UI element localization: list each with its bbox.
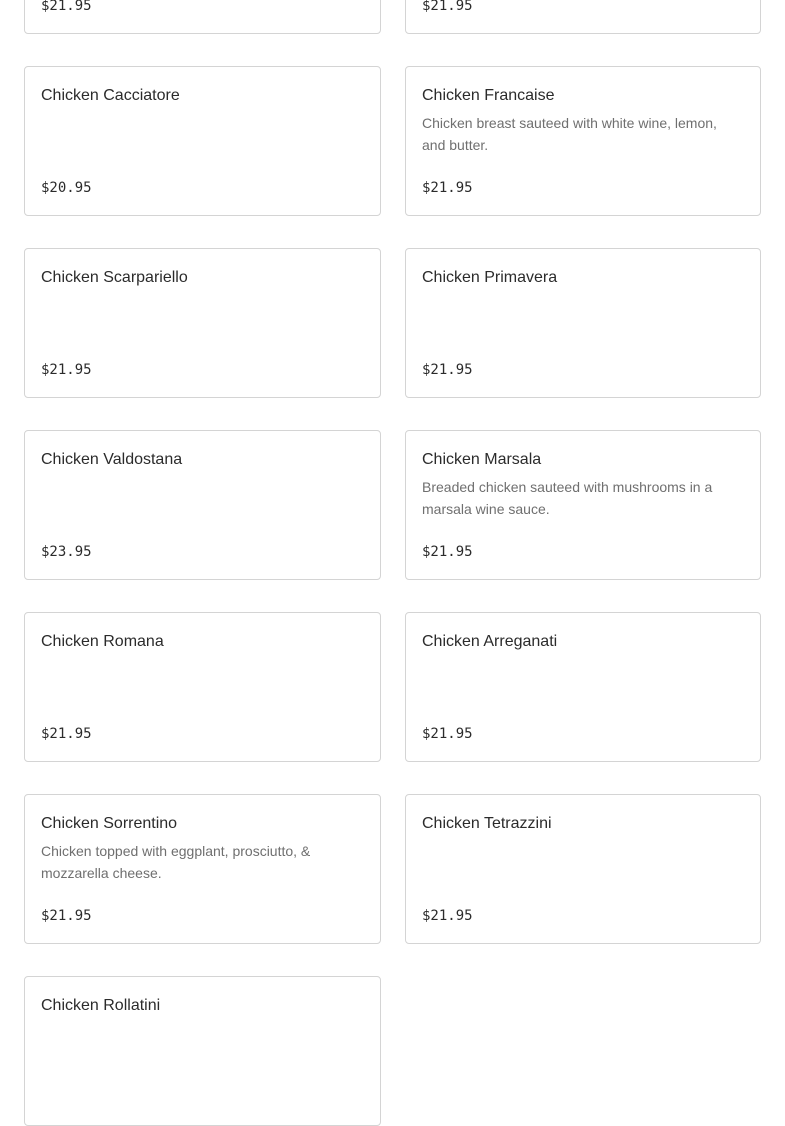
menu-item-price: $21.95 (422, 0, 473, 14)
menu-item-price: $21.95 (422, 726, 473, 742)
menu-item-price: $21.95 (41, 908, 92, 924)
menu-item-name: Chicken Francaise (422, 87, 555, 104)
menu-item-name: Chicken Romana (41, 633, 164, 650)
menu-item-card[interactable] (24, 430, 381, 580)
menu-item-price: $23.95 (41, 544, 92, 560)
menu-item-card[interactable] (24, 0, 381, 34)
menu-item-card[interactable] (405, 66, 761, 216)
menu-item-card[interactable] (405, 0, 761, 34)
menu-item-description: Breaded chicken sauteed with mushrooms in a marsala wine sauce. (422, 479, 713, 517)
menu-item-price: $21.95 (422, 908, 473, 924)
menu-item-name: Chicken Scarpariello (41, 269, 188, 286)
menu-item-card[interactable] (24, 794, 381, 944)
menu-item-name: Chicken Tetrazzini (422, 815, 552, 832)
menu-item-name: Chicken Cacciatore (41, 87, 180, 104)
menu-item-card[interactable] (24, 66, 381, 216)
menu-item-card[interactable] (405, 430, 761, 580)
menu-item-name: Chicken Marsala (422, 451, 542, 468)
menu-item-name: Chicken Arreganati (422, 633, 558, 650)
menu-item-price: $21.95 (41, 0, 92, 14)
menu-item-description: Chicken breast sauteed with white wine, lemon, and butter. (422, 115, 717, 153)
menu-item-name: Chicken Valdostana (41, 451, 183, 468)
menu-item-price: $21.95 (422, 362, 473, 378)
menu-item-card[interactable] (24, 612, 381, 762)
menu-item-card[interactable] (24, 976, 381, 1126)
menu-item-name: Chicken Rollatini (41, 997, 161, 1014)
menu-item-price: $21.95 (41, 362, 92, 378)
menu-item-price: $21.95 (422, 544, 473, 560)
menu-item-price: $21.95 (422, 180, 473, 196)
menu-item-price: $21.95 (41, 726, 92, 742)
menu-item-price: $20.95 (41, 180, 92, 196)
menu-item-name: Chicken Sorrentino (41, 815, 178, 832)
menu-item-card[interactable] (24, 248, 381, 398)
menu-item-card[interactable] (405, 612, 761, 762)
menu-item-name: Chicken Primavera (422, 269, 558, 286)
menu-items-grid (24, 0, 761, 1126)
menu-item-description: Chicken topped with eggplant, prosciutto, & mozzarella cheese. (41, 843, 311, 881)
menu-item-card[interactable] (405, 248, 761, 398)
menu-item-card[interactable] (405, 794, 761, 944)
